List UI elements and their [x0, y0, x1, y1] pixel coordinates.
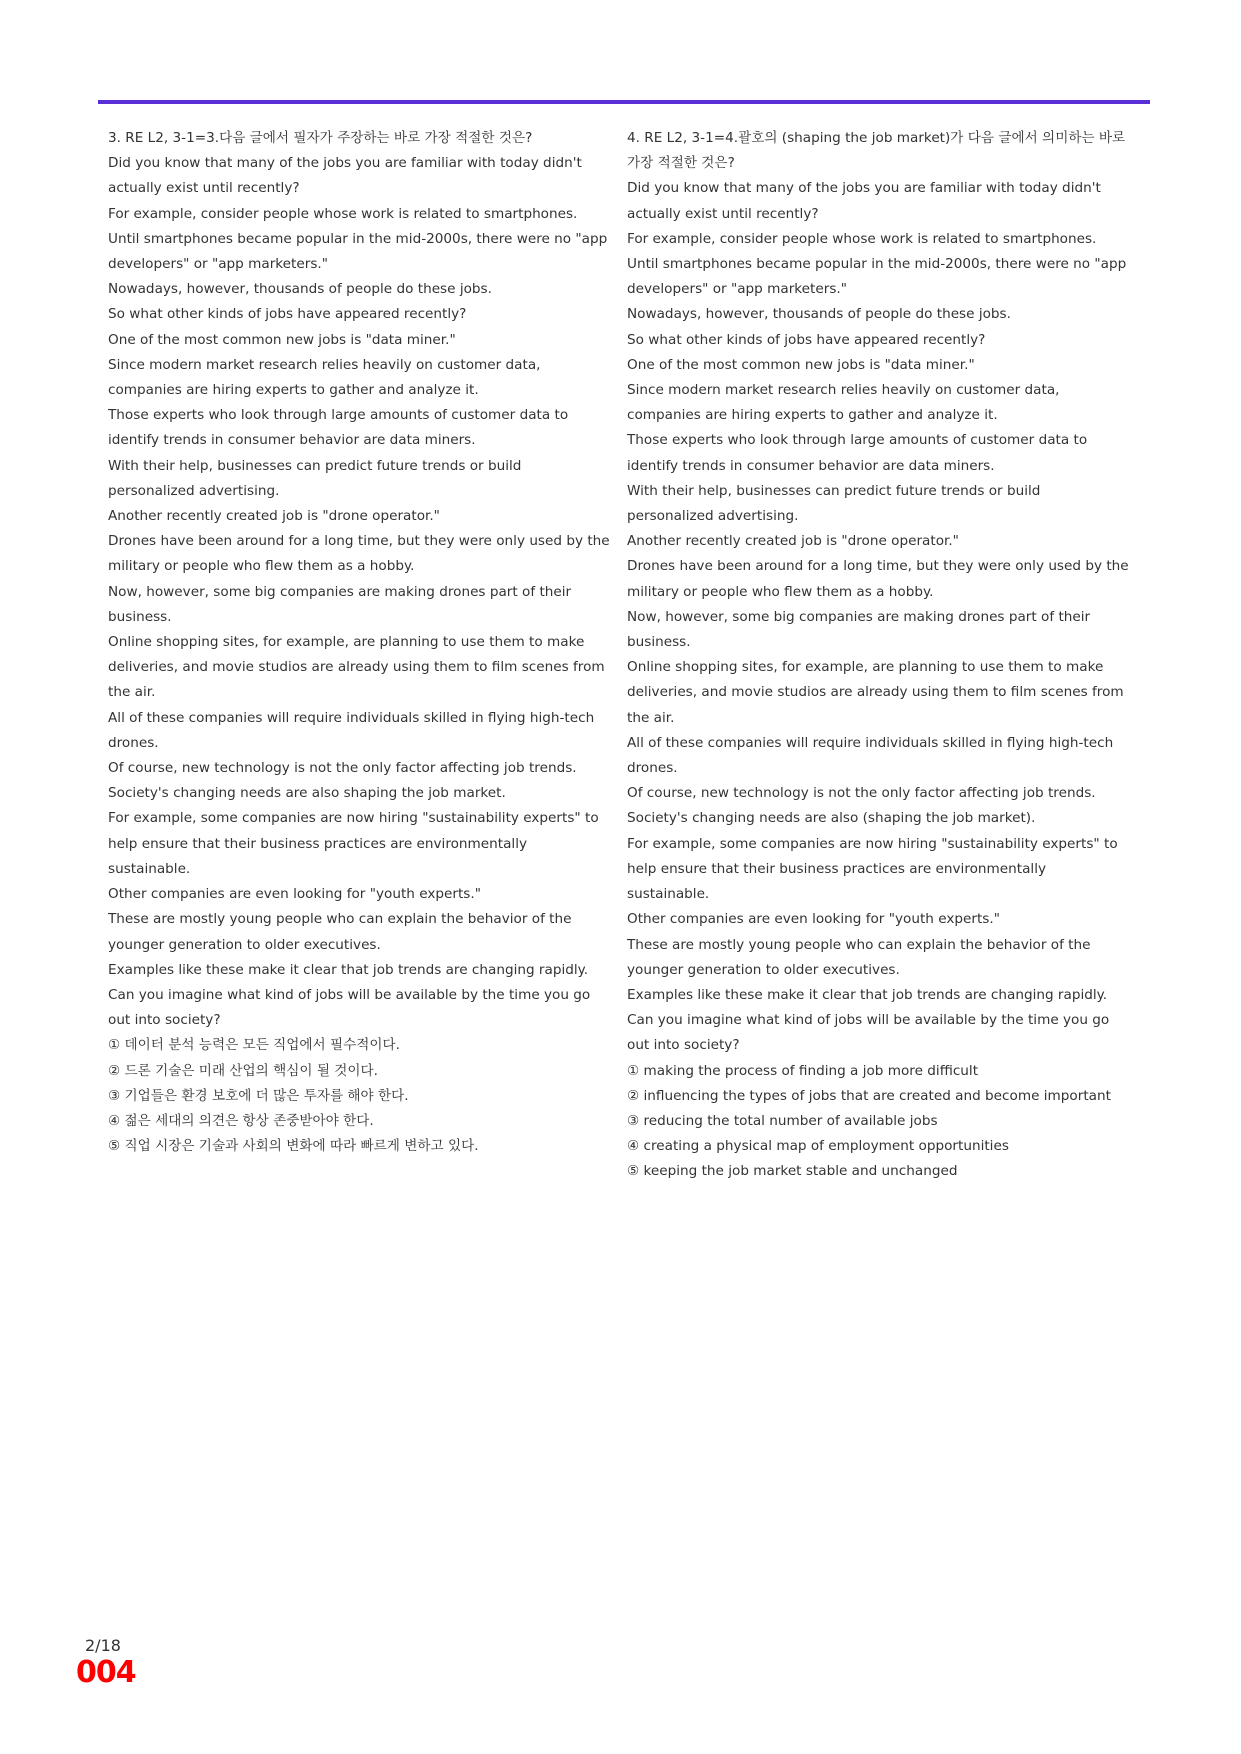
answer-choice: ③ 기업들은 환경 보호에 더 많은 투자를 해야 한다.: [108, 1087, 409, 1104]
passage-sentence: For example, some companies are now hiring "sustainability experts" to help ensure that their business practices are environmentally sustainable.: [627, 835, 1118, 903]
passage-sentence: All of these companies will require individuals skilled in flying high-tech drones.: [108, 709, 595, 751]
passage-sentence: Society's changing needs are also (shaping the job market).: [627, 810, 1036, 827]
passage-sentence: Until smartphones became popular in the mid-2000s, there were no "app developers" or "app marketers.": [627, 256, 1127, 298]
passage-sentence: With their help, businesses can predict future trends or build personalized advertising.: [627, 482, 1041, 525]
question-4-title: 4. RE L2, 3-1=4.괄호의 (shaping the job market)가 다음 글에서 의미하는 바로 가장 적절한 것은?: [627, 130, 1126, 172]
passage-sentence: One of the most common new jobs is "data miner.": [108, 331, 456, 348]
passage-sentence: Since modern market research relies heavily on customer data, companies are hiring experts to gather and analyze it.: [108, 356, 541, 399]
page-indicator: 2/18: [85, 1636, 121, 1655]
passage-sentence: All of these companies will require individuals skilled in flying high-tech drones.: [627, 734, 1114, 777]
answer-choice: ② 드론 기술은 미래 산업의 핵심이 될 것이다.: [108, 1062, 378, 1079]
passage-sentence: Drones have been around for a long time, but they were only used by the military or people who flew them as a hobby.: [108, 533, 610, 575]
passage-sentence: With their help, businesses can predict future trends or build personalized advertising.: [108, 457, 522, 499]
passage-sentence: Another recently created job is "drone operator.": [108, 508, 440, 525]
passage-sentence: Can you imagine what kind of jobs will be available by the time you go out into society?: [627, 1012, 1110, 1054]
answer-choice: ④ 젊은 세대의 의견은 항상 존중받아야 한다.: [108, 1112, 374, 1129]
answer-choice: ② influencing the types of jobs that are created and become important: [627, 1087, 1111, 1104]
answer-choice: ① making the process of finding a job more difficult: [627, 1062, 979, 1079]
question-4-passage: [627, 176, 1129, 1058]
passage-sentence: Of course, new technology is not the only factor affecting job trends.: [627, 785, 1096, 802]
passage-sentence: These are mostly young people who can explain the behavior of the younger generation to older executives.: [627, 936, 1091, 978]
passage-sentence: So what other kinds of jobs have appeared recently?: [108, 306, 467, 323]
passage-sentence: Until smartphones became popular in the mid-2000s, there were no "app developers" or "app marketers.": [108, 230, 608, 273]
passage-sentence: Did you know that many of the jobs you are familiar with today didn't actually exist until recently?: [627, 180, 1101, 222]
passage-sentence: Examples like these make it clear that job trends are changing rapidly.: [627, 986, 1108, 1003]
passage-sentence: Another recently created job is "drone operator.": [627, 533, 959, 550]
passage-sentence: These are mostly young people who can explain the behavior of the younger generation to older executives.: [108, 911, 572, 953]
question-3-choices: [108, 1033, 610, 1159]
passage-sentence: Nowadays, however, thousands of people do these jobs.: [108, 281, 492, 298]
answer-choice: ⑤ 직업 시장은 기술과 사회의 변화에 따라 빠르게 변하고 있다.: [108, 1138, 479, 1155]
question-3-title: 3. RE L2, 3-1=3.다음 글에서 필자가 주장하는 바로 가장 적절한 것은?: [108, 130, 533, 146]
passage-sentence: Now, however, some big companies are making drones part of their business.: [108, 583, 572, 625]
passage-sentence: Now, however, some big companies are making drones part of their business.: [627, 608, 1091, 651]
passage-sentence: Other companies are even looking for "youth experts.": [627, 911, 1000, 928]
answer-choice: ③ reducing the total number of available jobs: [627, 1112, 938, 1129]
passage-sentence: Nowadays, however, thousands of people do these jobs.: [627, 306, 1011, 323]
answer-choice: ④ creating a physical map of employment opportunities: [627, 1138, 1009, 1155]
document-number: 004: [76, 1655, 136, 1690]
passage-sentence: Of course, new technology is not the only factor affecting job trends.: [108, 760, 577, 777]
passage-sentence: Did you know that many of the jobs you are familiar with today didn't actually exist until recently?: [108, 155, 582, 197]
passage-sentence: Drones have been around for a long time, but they were only used by the military or people who flew them as a hobby.: [627, 558, 1129, 600]
passage-sentence: Examples like these make it clear that job trends are changing rapidly.: [108, 961, 589, 978]
passage-sentence: Online shopping sites, for example, are planning to use them to make deliveries, and movie studios are already using them to film scenes from the air.: [108, 634, 605, 701]
header-rule: [98, 100, 1150, 104]
question-4-choices: [627, 1059, 1129, 1185]
passage-sentence: For example, some companies are now hiring "sustainability experts" to help ensure that their business practices are environmentally sustainable.: [108, 810, 599, 877]
passage-sentence: Other companies are even looking for "youth experts.": [108, 886, 481, 903]
passage-sentence: Can you imagine what kind of jobs will be available by the time you go out into society?: [108, 986, 591, 1029]
passage-sentence: For example, consider people whose work is related to smartphones.: [627, 230, 1097, 247]
question-3-column: [108, 126, 610, 1159]
question-3-passage: [108, 151, 610, 1033]
passage-sentence: Those experts who look through large amounts of customer data to identify trends in consumer behavior are data miners.: [108, 407, 569, 449]
passage-sentence: Online shopping sites, for example, are planning to use them to make deliveries, and movie studios are already using them to film scenes from the air.: [627, 659, 1124, 726]
passage-sentence: Since modern market research relies heavily on customer data, companies are hiring experts to gather and analyze it.: [627, 382, 1060, 424]
question-4-column: [627, 126, 1129, 1185]
passage-sentence: Those experts who look through large amounts of customer data to identify trends in consumer behavior are data miners.: [627, 432, 1088, 474]
answer-choice: ① 데이터 분석 능력은 모든 직업에서 필수적이다.: [108, 1037, 400, 1054]
passage-sentence: So what other kinds of jobs have appeared recently?: [627, 331, 986, 348]
passage-sentence: Society's changing needs are also shaping the job market.: [108, 785, 506, 802]
answer-choice: ⑤ keeping the job market stable and unchanged: [627, 1163, 958, 1180]
passage-sentence: For example, consider people whose work is related to smartphones.: [108, 205, 578, 222]
passage-sentence: One of the most common new jobs is "data miner.": [627, 356, 975, 373]
